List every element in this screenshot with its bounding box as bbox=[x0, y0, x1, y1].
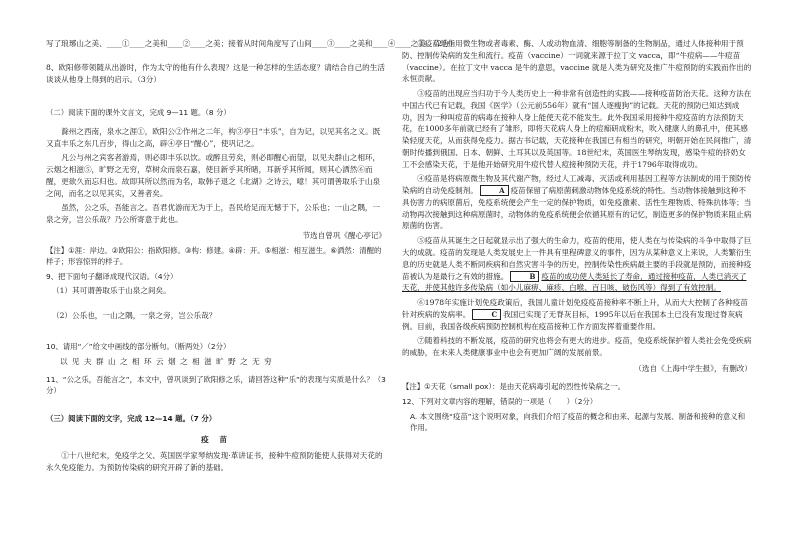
question-12-option-a: A. 本文围绕“疫苗”这个说明对象，向我们介绍了疫苗的概念和由来、起源与发展、制备和接种的意义和作用。 bbox=[410, 411, 746, 433]
classical-paragraph-1: 滁州之西南，泉水之涯①，欧阳公②作州之二年，构③亭日“丰乐”，自为记，以见其名之义。既又直丰乐之东几百步，得山之高，辟④亭日“醒心”，使巩记之。 bbox=[46, 126, 381, 148]
blank-fill-line: 写了琅琊山之美、____①____之美和____②____之美；接着从时间角度写了山间____③____之美和____④____之美。（2分） bbox=[46, 39, 458, 48]
article-paragraph-3: ③疫苗的出现应当归功于今人类历史上一种非常有创造性的实践——接种疫苗防治天花。这种方法在中国古代已有记载，我国《医学》（公元前556年）就有“国人逐瘦狗”的记载。天花的预防已知达到成功，因为一种叫痘苗的病毒在接种人身上能使天花不能发生。此外我国采用接种牛痘疫苗的方法预防天花，在1000多年前就已经有了雏形，即将天花病人身上的痘痂研成粉末，吹入健康人的鼻孔中，使其感染轻度天花，从而获得免疫力。据古书记载，天花接种在我国已有相当的研究，明朝开始在民间推广，清朝时传播到俄国、日本、朝鲜、土耳其以及英国等。18世纪末，英国医生琴纳发现，感染牛痘的挤奶女工不会感染天花，于是他开始研究用牛痘代替人痘接种预防天花，并于1796年取得成功。 bbox=[402, 89, 752, 169]
question-9: 9、把下面句子翻译成现代汉语。（4分） bbox=[46, 271, 178, 281]
paragraph-6-lead: ⑥1978年实施计划免疫政策后，我国儿童计划免疫疫苗接种率不断上升，从而大大控制了各种疫苗针对疾病的发病率。 bbox=[402, 298, 748, 319]
article-paragraph-7: ⑦随着科技的不断发展，疫苗的研究也将会有更大的进步。疫苗，免疫系统保护着人类社会免受疾病的威胁，在未来人类健康事业中也会有更加广阔的发展前景。 bbox=[402, 336, 752, 358]
question-10-text: 以 见 夫 群 山 之 相 环 云 烟 之 相 滋 旷 野 之 无 穷 bbox=[60, 357, 273, 367]
section-2-heading: （二）阅读下面的课外文言文，完成 9—11 题。（8 分） bbox=[46, 108, 231, 118]
article-paragraph-2: ②疫苗是指用微生物或者毒素、酶、人或动物血清、细胞等制备的生物制品，通过人体接种用于预防、控制传染病的发生和流行。疫苗（vaccine）一词就来源于拉丁文 vacca，即“牛痘病——牛痘苗（vaccine）。在拉丁文中 vacca 是牛的意思，vaccine 就是人类为研究及推广牛痘预防的实践而作出的永恒贡献。 bbox=[402, 39, 752, 84]
article-source: （选自《上海中学生报》，有删改） bbox=[634, 363, 752, 373]
question-9-item-2: （2）公乐也，一山之隅，一泉之旁，岂公乐哉？ bbox=[52, 310, 217, 320]
paragraph-6-rest: 我国已实现了无脊灰目标，1995年以后在我国本土已没有发现过脊灰病例。目前，我国各级疾病预防控制机构在疫苗接种工作方面发挥着重要作用。 bbox=[402, 309, 743, 331]
paragraph-4-rest: 疫苗保留了病原菌刺激动物体免疫系统的特性。当动物体接触到这种不具伤害力的病原菌后，免疫系统便会产生一定的保护物质，如免疫激素、活性生理物质、特殊抗体等；当动物再次接触到这种病原菌时，动物体的免疫系统便会依循其原有的记忆，制造更多的保护物质来阻止病原菌的伤害。 bbox=[402, 186, 752, 231]
question-9-item-1: （1）其可谓善取乐于山泉之间矣。 bbox=[52, 286, 171, 296]
right-column bbox=[402, 38, 752, 434]
classical-source: 节选自曾巩《醒心亭记》 bbox=[302, 230, 386, 240]
classical-paragraph-3: 虽然，公之乐，吾能言之。吾君优游而无为于上，吾民给足而无憾于下，公乐也；一山之隅，一泉之旁，岂公乐哉？乃公所寄意于此也。 bbox=[46, 203, 381, 225]
insertion-marker-b: B bbox=[510, 271, 539, 282]
article-paragraph-6 bbox=[402, 297, 752, 332]
question-10: 10、请用“／”给文中画线的部分断句。（断两处）（2分） bbox=[46, 341, 231, 351]
article-note: 【注】①天花（small pox）：是由天花病毒引起的烈性传染病之一。 bbox=[402, 381, 626, 391]
paragraph-5-lead: ⑤疫苗从其诞生之日起就显示出了强大的生命力，疫苗的使用，使人类在与传染病的斗争中取得了巨大的成就。疫苗的发现是人类发展史上一件具有里程碑意义的事件，因为从某种意义上来说，人类繁衍生息的历史就是人类不断同疾病和自然灾害斗争的历史，控制传染性疾病最主要的手段就是预防，而接种疫苗被认为是最行之有效的措施。 bbox=[402, 236, 752, 281]
classical-paragraph-2: 凡公与州之宾客者游焉，则必即丰乐以饮。或醉且劳矣，则必即醒心而望，以见夫群山之相环，云烟之相滋⑤，旷野之无穷，草树众而泉石嘉，使目新乎其所睹，耳新乎其所闻，则其心洒然⑥而醒，更欲久而忘归也。故即其所以然而为名，取韩子退之《北湖》之诗云，噫！其可谓善取乐于山泉之间，而名之以见其实，又善者矣。 bbox=[46, 153, 381, 198]
article-title: 疫 苗 bbox=[201, 435, 231, 445]
article-paragraph-4 bbox=[402, 173, 752, 232]
paragraph-4-lead: ④疫苗是将病原微生物及其代谢产物，经过人工减毒、灭活或利用基因工程等方法制成的用于预防传染病的自动免疫制剂。 bbox=[402, 174, 752, 196]
section-3-heading: （三）阅读下面的文字，完成 12—14 题。（7 分） bbox=[46, 413, 217, 423]
classical-notes: 【注】①涯：岸边。②欧阳公：指欧阳修。③构：修建。④辟：开。⑤相滋：相互滋生。⑥洒然：清醒的样子；形容惊异的样子。 bbox=[46, 245, 382, 267]
question-11: 11、“公之乐，吾能言之”，本文中，曾巩谈到了欧阳修之乐，请回答这种“乐”的表现与实质是什么？（3分） bbox=[46, 374, 386, 396]
question-12: 12、下列对文章内容的理解，错误的一项是（ ）（2分） bbox=[402, 397, 598, 407]
question-8: 8、欧阳修带领随从出游时，作为太守的他有什么表现？这是一种怎样的生活态度？请结合自己的生活谈谈从他身上得到的启示。（3分） bbox=[46, 62, 385, 84]
article-paragraph-5 bbox=[402, 235, 752, 294]
article-paragraph-1: ①十八世纪末，免疫学之父、英国医学家琴纳发现·革讲证书，接种牛痘预防能使人获得对天花的永久免疫能力。为预防传染病的研究开辟了新的基础。 bbox=[46, 451, 383, 472]
insertion-marker-c: C bbox=[472, 309, 501, 320]
left-column bbox=[46, 38, 458, 477]
insertion-marker-a: A bbox=[480, 185, 509, 196]
paragraph-5-underlined: 疫苗的成功使人类延长了寿命，通过接种疫苗，人类已消灭了天花，并使其他许多传染病（如小儿麻痹、麻疹、白喉、百日咳、破伤风等）得到了有效控制。 bbox=[402, 271, 747, 293]
